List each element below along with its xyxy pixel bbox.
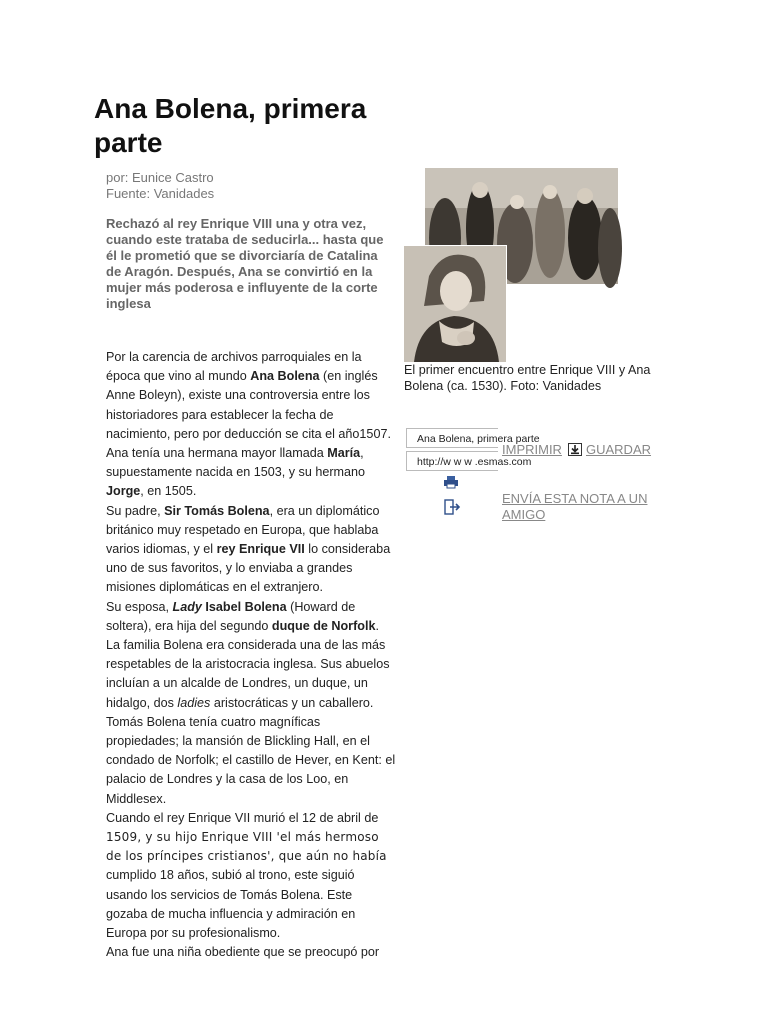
print-link[interactable]: IMPRIMIR (502, 442, 562, 457)
article-lead: Rechazó al rey Enrique VIII una y otra vez, cuando este trataba de seducirla... hasta que él le prometió que se divorciaría de Catalina de Aragón. Después, Ana se convirtió en la mujer más poderosa e influyente de la corte inglesa (106, 216, 384, 311)
photo-caption: El primer encuentro entre Enrique VIII y Ana Bolena (ca. 1530). Foto: Vanidades (404, 363, 651, 393)
paragraph: Cuando el rey Enrique VII murió el 12 de abril de 1509, y su hijo Enrique VIII 'el más hermoso de los príncipes cristianos', que aún no había cumplido 18 años, subió al trono, este siguió usando los servicios de Tomás Bolena. Este gozaba de mucha influencia y admiración en Europa por su profesionalismo. (106, 810, 387, 941)
save-link[interactable]: GUARDAR (586, 442, 652, 457)
save-icon[interactable] (568, 443, 582, 456)
paragraph: Su padre, Sir Tomás Bolena, era un diplomático británico muy respetado en Europa, que hablaba varios idiomas, y el rey Enrique VII lo consideraba uno de sus favoritos, y lo enviaba a grandes misiones diplomáticas en el extranjero. (106, 503, 391, 595)
note-url-field[interactable]: http://w w w .esmas.com (406, 451, 498, 471)
paragraph: Ana fue una niña obediente que se preocupó por (106, 945, 380, 960)
paragraph: Su esposa, Lady Isabel Bolena (Howard de soltera), era hija del segundo duque de Norfolk. (106, 599, 379, 633)
paragraph: La familia Bolena era considerada una de las más respetables de la aristocracia inglesa. Sus abuelos incluían a un alcalde de Londres, un duque, un hidalgo, dos ladies aristocráticas y un caballero. (106, 638, 390, 710)
send-to-friend-link[interactable]: ENVÍA ESTA NOTA A UN AMIGO (502, 491, 648, 522)
article-source: Fuente: Vanidades (106, 186, 215, 201)
article-author: por: Eunice Castro (106, 170, 214, 185)
note-title-field[interactable]: Ana Bolena, primera parte (406, 428, 498, 448)
print-icon[interactable] (444, 476, 458, 488)
article-body (106, 348, 396, 963)
paragraph: Por la carencia de archivos parroquiales en la época que vino al mundo Ana Bolena (en inglés Anne Boleyn), existe una controversia entre los historiadores para establecer la fecha de nacimiento, pero por deducción se cita el año1507. Ana tenía una hermana mayor llamada María, supuestamente nacida en 1503, y su hermano Jorge, en 1505. (106, 350, 391, 499)
article-meta (106, 170, 214, 202)
article-title: Ana Bolena, primera parte (94, 93, 367, 158)
send-icon[interactable] (444, 499, 460, 515)
ana-bolena-portrait (404, 245, 507, 362)
paragraph: Tomás Bolena tenía cuatro magníficas propiedades; la mansión de Blickling Hall, en el condado de Norfolk; el castillo de Hever, en Kent: el palacio de Londres y la casa de los Loo, en Middlesex. (106, 714, 396, 806)
